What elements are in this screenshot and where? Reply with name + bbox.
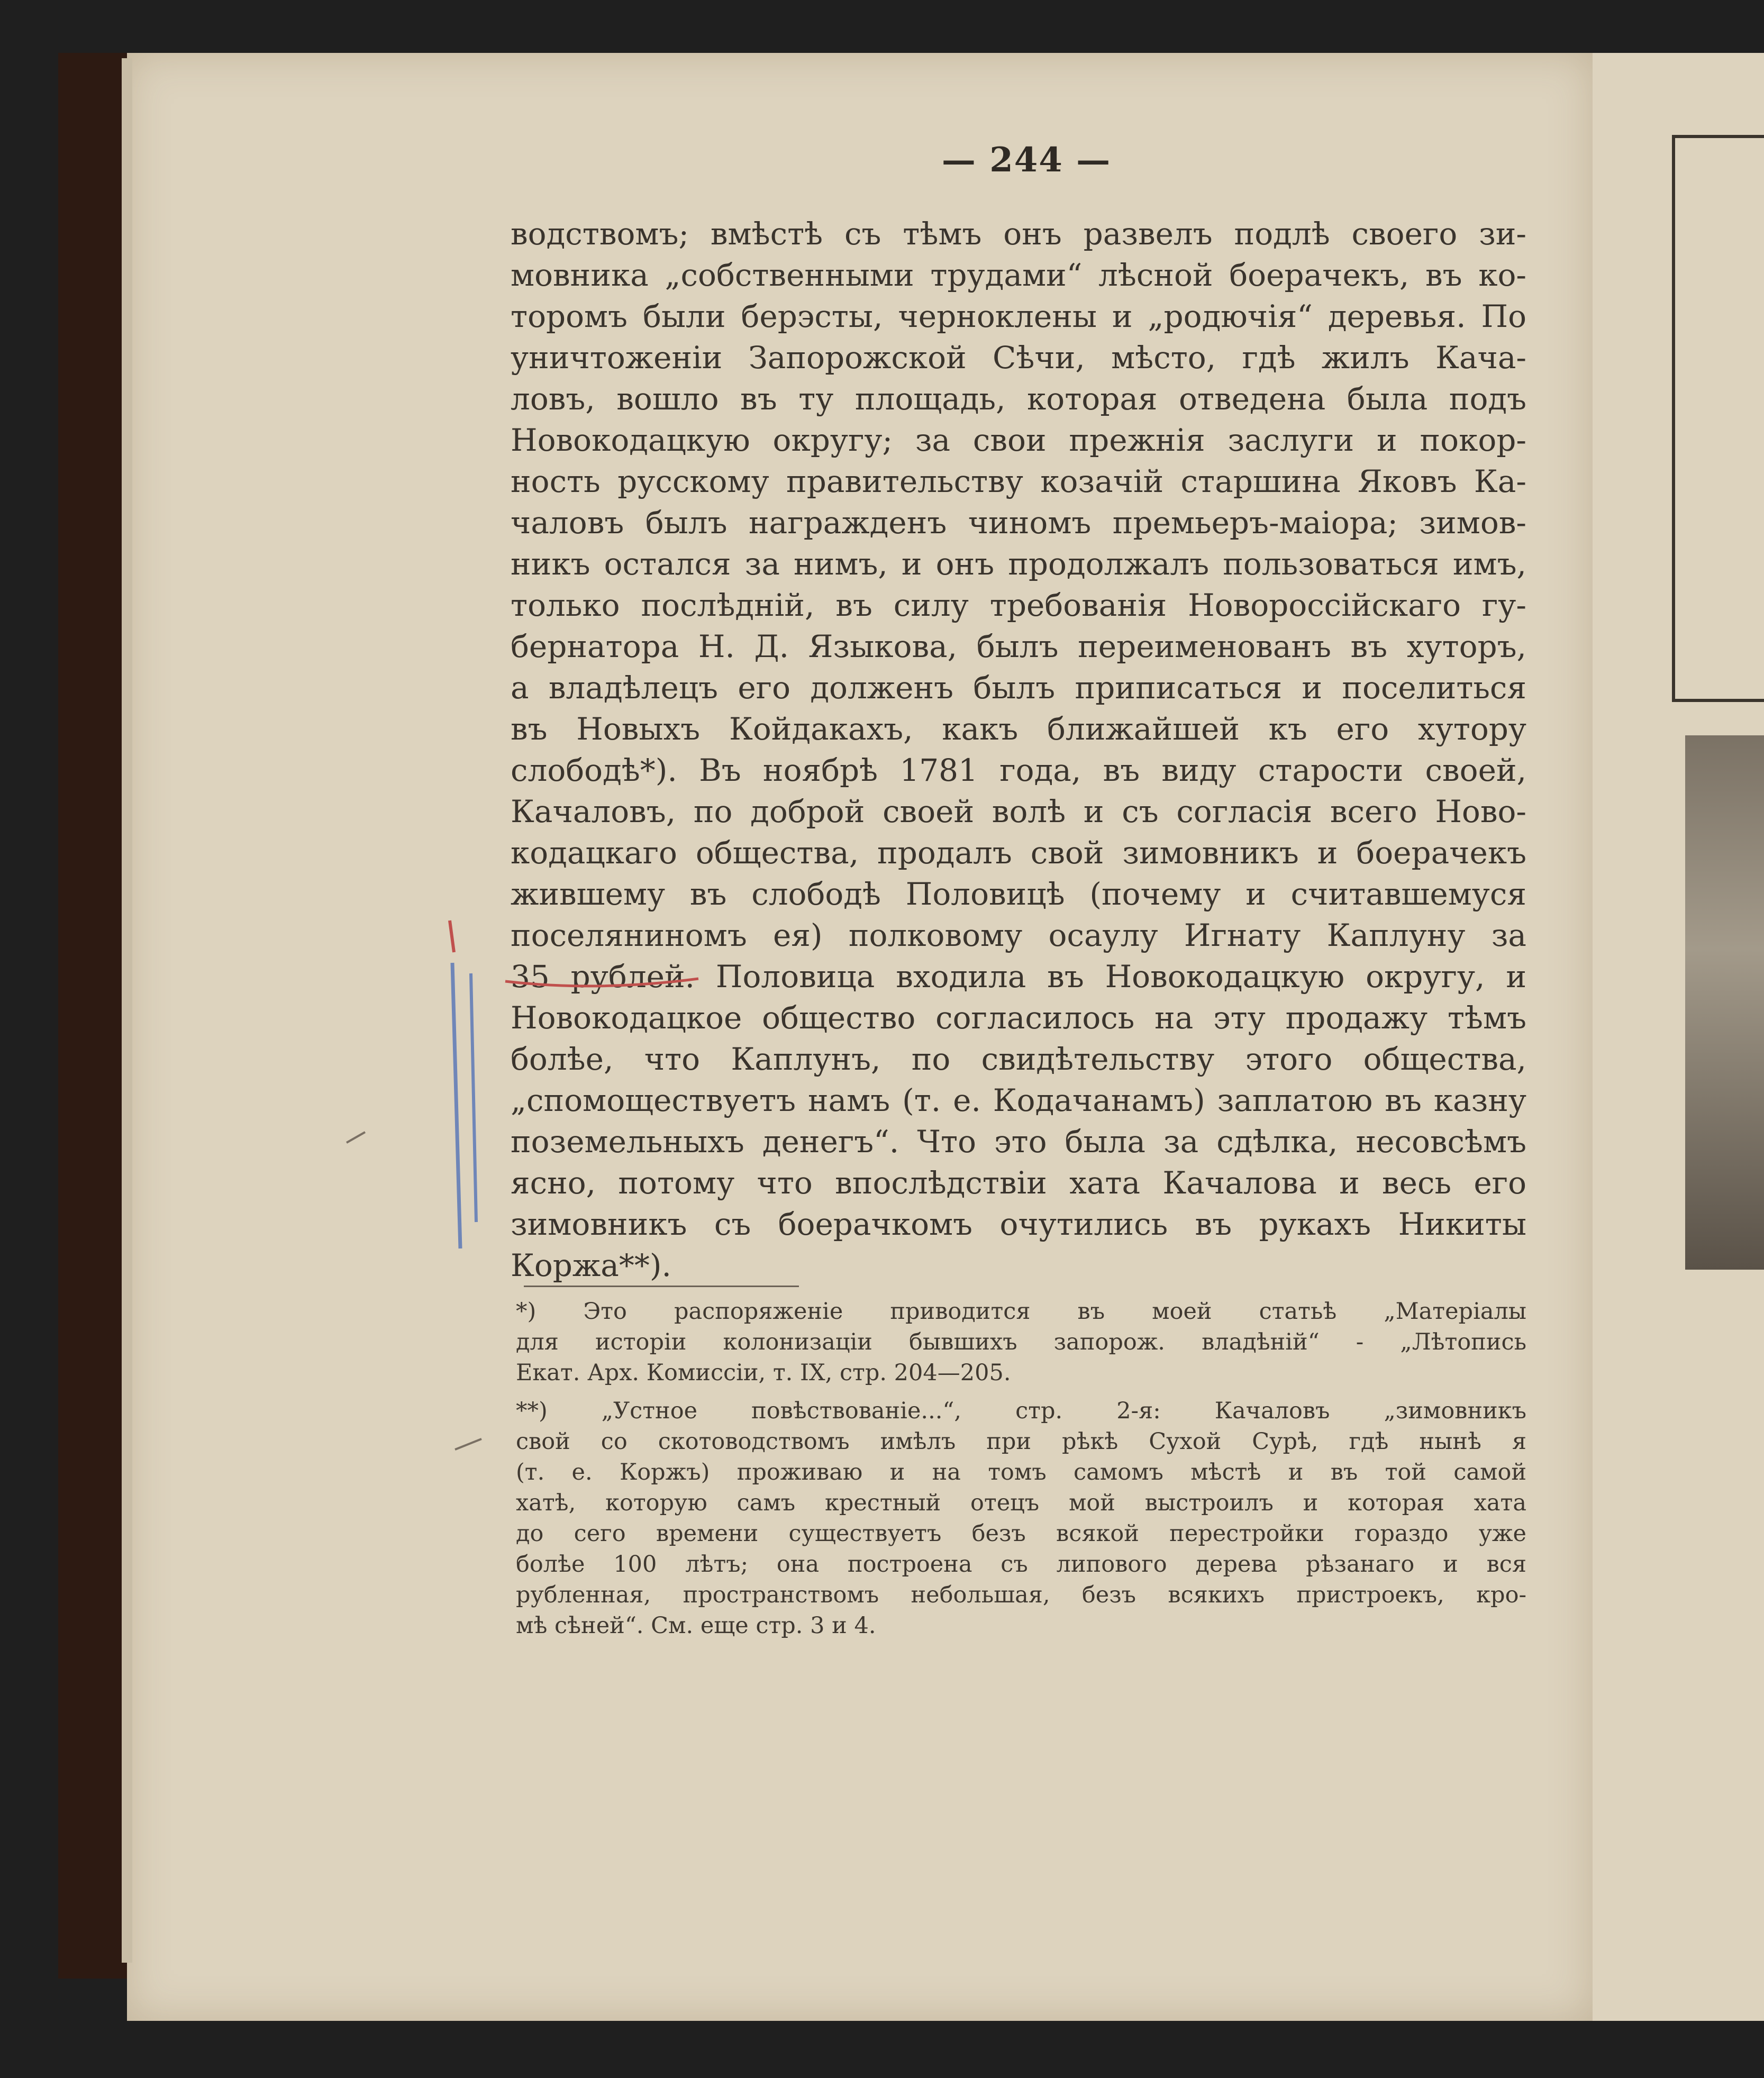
footnote-line: болѣе 100 лѣтъ; она построена съ липового дерева рѣзанаго и вся — [516, 1551, 1526, 1578]
text-line: Коржа**). — [511, 1247, 671, 1283]
footnote-line: хатѣ, которую самъ крестный отецъ мой выстроилъ и которая хата — [516, 1490, 1526, 1516]
footnote-line: **) „Устное повѣствованіе...“, стр. 2-я: Качаловъ „зимовникъ — [516, 1398, 1526, 1424]
footnote-line: для исторіи колонизаціи бывшихъ запорож. владѣній“ - „Лѣтопись — [516, 1329, 1526, 1355]
text-line: зимовникъ съ боерачкомъ очутились въ рукахъ Никиты — [511, 1206, 1526, 1242]
text-line: уничтоженіи Запорожской Сѣчи, мѣсто, гдѣ жилъ Кача- — [511, 340, 1526, 376]
text-line: Качаловъ, по доброй своей волѣ и съ согласія всего Ново- — [511, 794, 1526, 830]
footnote-line: Екат. Арх. Комиссіи, т. IX, стр. 204—205. — [516, 1360, 1011, 1386]
text-line: слободѣ*). Въ ноябрѣ 1781 года, въ виду старости своей, — [511, 752, 1526, 788]
page-edges — [122, 58, 132, 1963]
footnote-line: мѣ сѣней“. См. еще стр. 3 и 4. — [516, 1612, 876, 1639]
text-line: бернатора Н. Д. Языкова, былъ переименованъ въ хуторъ, — [511, 628, 1526, 664]
page-number: — 244 — — [941, 140, 1112, 180]
text-line: Новокодацкую округу; за свои прежнія заслуги и покор- — [511, 422, 1526, 458]
text-line: ность русскому правительству козачій старшина Яковъ Ка- — [511, 463, 1526, 499]
footnote-line: (т. е. Коржъ) проживаю и на томъ самомъ мѣстѣ и въ той самой — [516, 1459, 1526, 1485]
footnotes — [516, 1296, 1526, 1641]
footnote-line: рубленная, пространствомъ небольшая, безъ всякихъ пристроекъ, кро- — [516, 1582, 1526, 1608]
text-line: „спомоществуетъ намъ (т. е. Кодачанамъ) заплатою въ казну — [511, 1082, 1526, 1118]
footnote-rule — [524, 1286, 799, 1287]
text-line: поселяниномъ ея) полковому осаулу Игнату Каплуну за — [511, 917, 1526, 953]
text-line: 35 рублей. Половица входила въ Новокодацкую округу, и — [511, 959, 1526, 995]
text-line: торомъ были берэсты, черноклены и „родючія“ деревья. По — [511, 298, 1526, 334]
text-line: поземельныхъ денегъ“. Что это была за сдѣлка, несовсѣмъ — [511, 1124, 1526, 1160]
text-line: въ Новыхъ Койдакахъ, какъ ближайшей къ его хутору — [511, 711, 1526, 747]
text-line: мовника „собственными трудами“ лѣсной боерачекъ, въ ко- — [511, 257, 1526, 293]
footnote-line: свой со скотоводствомъ имѣлъ при рѣкѣ Сухой Сурѣ, гдѣ нынѣ я — [516, 1428, 1526, 1455]
text-line: Новокодацкое общество согласилось на эту продажу тѣмъ — [511, 1000, 1526, 1036]
footnote-line: до сего времени существуетъ безъ всякой перестройки гораздо уже — [516, 1520, 1526, 1547]
text-line: болѣе, что Каплунъ, по свидѣтельству этого общества, — [511, 1041, 1526, 1077]
main-text — [511, 213, 1526, 1286]
text-line: а владѣлецъ его долженъ былъ приписаться и поселиться — [511, 670, 1526, 706]
book-cover-edge — [58, 53, 132, 1979]
footnote-line: *) Это распоряженіе приводится въ моей статьѣ „Матеріалы — [516, 1298, 1526, 1325]
text-line: никъ остался за нимъ, и онъ продолжалъ пользоваться имъ, — [511, 546, 1526, 582]
photo-illustration — [1685, 735, 1764, 1270]
text-line: жившему въ слободѣ Половицѣ (почему и считавшемуся — [511, 876, 1526, 912]
text-line: ясно, потому что впослѣдствіи хата Качалова и весь его — [511, 1165, 1526, 1201]
text-line: чаловъ былъ награжденъ чиномъ премьеръ-маіора; зимов- — [511, 505, 1526, 541]
text-line: ловъ, вошло въ ту площадь, которая отведена была подъ — [511, 381, 1526, 417]
text-line: водствомъ; вмѣстѣ съ тѣмъ онъ развелъ подлѣ своего зи- — [511, 216, 1526, 252]
text-line: кодацкаго общества, продалъ свой зимовникъ и боерачекъ — [511, 835, 1526, 871]
text-line: только послѣдній, въ силу требованія Новороссійскаго гу- — [511, 587, 1526, 623]
ornamental-illustration — [1672, 135, 1764, 702]
